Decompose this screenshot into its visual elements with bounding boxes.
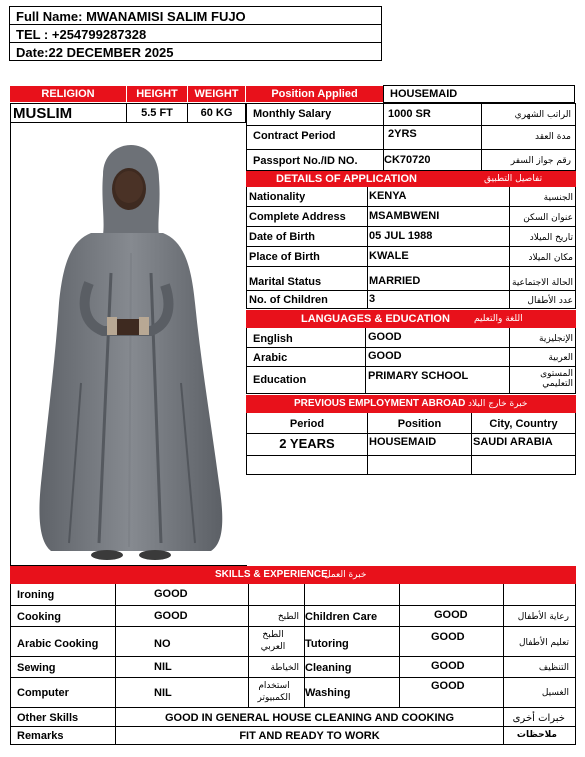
skill-cooking-ar: الطبخ — [277, 612, 299, 622]
skill-computer-label: Computer — [17, 687, 69, 699]
pob-value: KWALE — [369, 250, 409, 262]
skills-title: SKILLS & EXPERIENCE — [215, 569, 328, 580]
arabic-label-ar: العربية — [548, 353, 573, 363]
details-title-ar: تفاصيل التطبيق — [484, 174, 543, 184]
contract-table — [246, 103, 576, 171]
pob-label: Place of Birth — [249, 251, 320, 263]
skill-cleaning-value: GOOD — [431, 660, 465, 672]
dob-label-ar: تاريخ الميلاد — [529, 233, 573, 243]
nationality-label: Nationality — [249, 191, 306, 203]
children-label: No. of Children — [249, 294, 328, 306]
skill-washing-value: GOOD — [431, 680, 465, 692]
employment-header — [246, 395, 576, 413]
skills-header — [10, 566, 576, 584]
country-value: SAUDI ARABIA — [473, 436, 553, 448]
employment-title-ar: خبرة خارج البلاد — [468, 399, 528, 409]
position-value: HOUSEMAID — [383, 85, 575, 103]
details-title: DETAILS OF APPLICATION — [276, 173, 417, 185]
period-value: 2 YEARS — [279, 436, 335, 451]
education-label: Education — [253, 374, 307, 386]
skills-title-ar: خبرة العمل — [324, 570, 367, 580]
country-header: City, Country — [489, 418, 558, 430]
photo-frame — [10, 123, 247, 566]
pob-label-ar: مكان الميلاد — [528, 253, 573, 263]
skill-sewing-label: Sewing — [17, 662, 56, 674]
weight-value: 60 KG — [187, 103, 246, 123]
religion-value: MUSLIM — [13, 105, 73, 122]
nationality-label-ar: الجنسية — [543, 193, 573, 203]
marital-value: MARRIED — [369, 275, 421, 287]
skill-childcare-label: Children Care — [305, 611, 378, 623]
other-skills-ar: خبرات أخرى — [512, 713, 565, 724]
english-value: GOOD — [368, 331, 402, 343]
skill-arabic-cooking-ar: الطبخ العربي — [260, 630, 286, 652]
skill-arabic-cooking-label: Arabic Cooking — [17, 638, 99, 650]
skill-cooking-value: GOOD — [154, 610, 188, 622]
details-table — [246, 187, 576, 309]
skill-ironing-value: GOOD — [154, 588, 188, 600]
children-label-ar: عدد الأطفال — [527, 296, 573, 306]
passport-label: Passport No./ID NO. — [253, 155, 358, 167]
children-value: 3 — [369, 293, 376, 305]
contract-period-label-ar: مدة العقد — [535, 132, 571, 142]
employment-table — [246, 413, 576, 475]
skill-tutoring-label: Tutoring — [305, 638, 349, 650]
languages-header — [246, 310, 576, 328]
skill-cooking-label: Cooking — [17, 611, 61, 623]
nationality-value: KENYA — [369, 190, 407, 202]
skill-tutoring-value: GOOD — [431, 631, 465, 643]
remarks-label: Remarks — [17, 730, 64, 742]
passport-label-ar: رقم جواز السفر — [510, 156, 571, 166]
marital-label-ar: الحالة الاجتماعية — [512, 278, 573, 288]
salary-label-ar: الراتب الشهري — [514, 110, 571, 120]
details-header — [246, 171, 576, 187]
skill-computer-value: NIL — [154, 687, 172, 699]
skill-sewing-ar: الخياطة — [270, 663, 299, 673]
other-skills-label: Other Skills — [17, 712, 79, 724]
header-box — [9, 6, 382, 61]
skill-washing-label: Washing — [305, 687, 351, 699]
date: Date:22 DECEMBER 2025 — [16, 45, 174, 60]
skill-ironing-label: Ironing — [17, 589, 55, 601]
applicant-photo — [11, 123, 247, 565]
full-name: Full Name: MWANAMISI SALIM FUJO — [10, 7, 381, 25]
dob-value: 05 JUL 1988 — [369, 230, 433, 242]
arabic-value: GOOD — [368, 350, 402, 362]
skill-computer-ar: استخدام الكمبيوتر — [257, 681, 291, 703]
skill-childcare-ar: رعاية الأطفال — [517, 612, 569, 622]
languages-table — [246, 328, 576, 394]
height-value: 5.5 FT — [126, 103, 188, 123]
address-value: MSAMBWENI — [369, 210, 440, 222]
position-col-header: Position — [397, 418, 442, 430]
salary-label: Monthly Salary — [253, 108, 332, 120]
skill-washing-ar: الغسيل — [541, 688, 569, 698]
skill-childcare-value: GOOD — [434, 609, 468, 621]
languages-title-ar: اللغة والتعليم — [474, 314, 523, 324]
remarks-ar: ملاحظات — [516, 730, 557, 740]
religion-value-cell — [10, 103, 127, 123]
english-label-ar: الإنجليزية — [539, 334, 573, 344]
salary-value: 1000 SR — [388, 108, 431, 120]
other-skills-value: GOOD IN GENERAL HOUSE CLEANING AND COOKING — [164, 712, 455, 724]
marital-label: Marital Status — [249, 276, 322, 288]
skill-cleaning-label: Cleaning — [305, 662, 352, 674]
skills-table — [10, 584, 576, 745]
address-label: Complete Address — [249, 211, 346, 223]
education-label-ar: المستوى التعليمي — [540, 369, 573, 389]
phone: TEL : +254799287328 — [10, 25, 381, 43]
position-header: Position Applied — [246, 86, 383, 102]
contract-period-value: 2YRS — [388, 128, 417, 140]
arabic-label: Arabic — [253, 352, 288, 364]
employment-title: PREVIOUS EMPLOYMENT ABROAD — [294, 398, 466, 409]
education-value: PRIMARY SCHOOL — [368, 370, 469, 382]
weight-header: WEIGHT — [188, 86, 245, 102]
position-col-value: HOUSEMAID — [369, 436, 437, 448]
religion-header: RELIGION — [10, 86, 126, 102]
skill-tutoring-ar: تعليم الأطفال — [518, 638, 569, 648]
skill-sewing-value: NIL — [154, 661, 172, 673]
period-header: Period — [289, 418, 325, 430]
dob-label: Date of Birth — [249, 231, 315, 243]
skill-cleaning-ar: التنظيف — [538, 663, 569, 673]
languages-title: LANGUAGES & EDUCATION — [301, 313, 450, 325]
passport-value: CK70720 — [384, 154, 431, 166]
remarks-value: FIT AND READY TO WORK — [239, 730, 380, 742]
english-label: English — [253, 333, 293, 345]
skill-arabic-cooking-value: NO — [154, 638, 171, 650]
height-header: HEIGHT — [127, 86, 187, 102]
address-label-ar: عنوان السكن — [523, 213, 573, 223]
contract-period-label: Contract Period — [253, 130, 336, 142]
